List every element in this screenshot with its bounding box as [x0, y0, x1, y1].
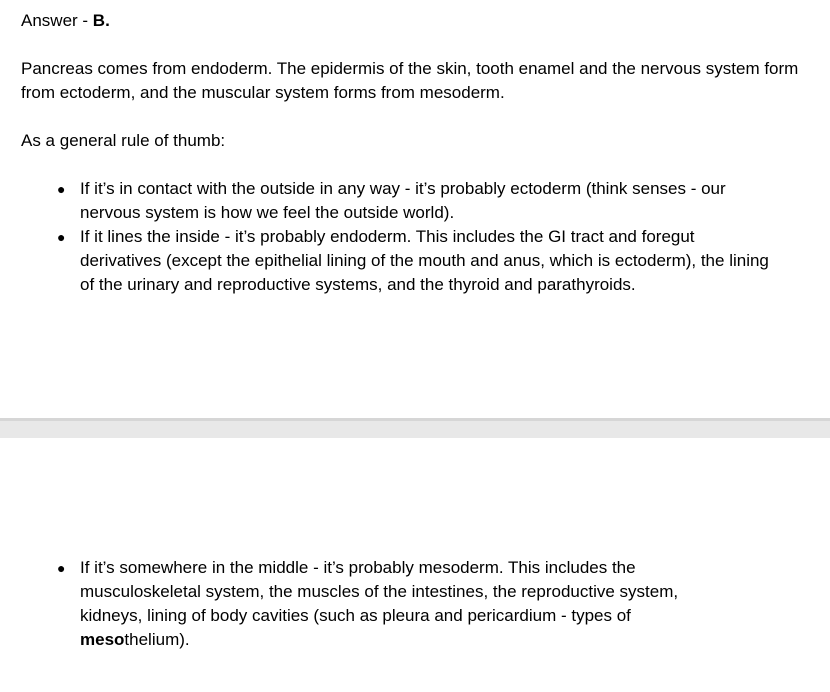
- bullet-list: [0, 177, 830, 297]
- list-item: [0, 556, 740, 652]
- mesothelium-tail: thelium).: [124, 630, 190, 649]
- list-item-text: If it’s somewhere in the middle - it’s probably mesoderm. This includes the musculoskeletal system, the muscles of the intestines, the reproductive system, kidneys, lining of body cavities (such as pleura and pericardium - types of: [80, 558, 679, 625]
- document-page-2: [0, 438, 830, 692]
- answer-letter: B.: [92, 11, 110, 30]
- rule-of-thumb-intro: As a general rule of thumb:: [21, 131, 226, 150]
- answer-line: [21, 9, 110, 33]
- bullet-list: [0, 556, 830, 652]
- answer-prefix: Answer -: [21, 11, 93, 30]
- list-item-text: If it lines the inside - it’s probably endoderm. This includes the GI tract and foregut derivatives (except the epithelial lining of the mouth and anus, which is ectoderm), the lining of the urinary and reproductive systems, and the thyroid and parathyroids.: [80, 227, 769, 294]
- list-item-text: If it’s in contact with the outside in any way - it’s probably ectoderm (think senses - our nervous system is how we feel the outside world).: [80, 179, 726, 222]
- bullet-icon: ●: [57, 229, 66, 245]
- page-separator: [0, 418, 830, 438]
- bullet-icon: ●: [57, 181, 66, 197]
- list-item: [0, 225, 780, 297]
- list-item: [0, 177, 760, 225]
- mesothelium-bold-prefix: meso: [80, 630, 125, 649]
- bullet-icon: ●: [57, 560, 66, 576]
- explanation-paragraph: Pancreas comes from endoderm. The epidermis of the skin, tooth enamel and the nervous system form from ectoderm, and the muscular system forms from mesoderm.: [21, 59, 799, 102]
